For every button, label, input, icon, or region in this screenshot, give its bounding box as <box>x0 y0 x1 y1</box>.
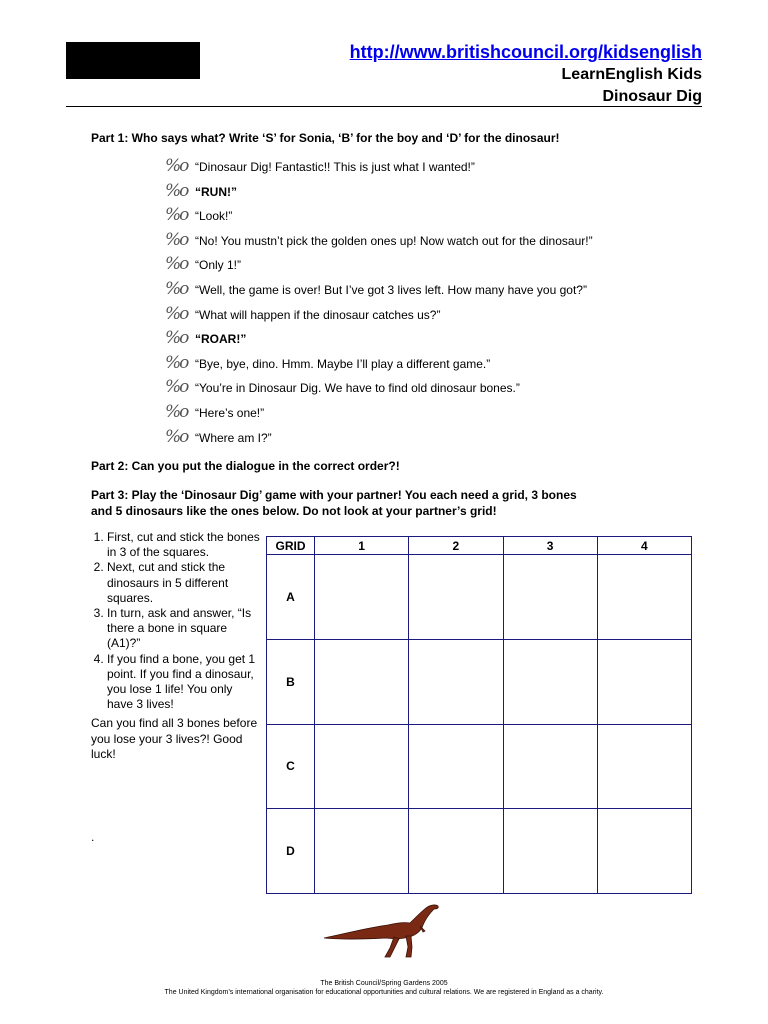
dialogue-text: “What will happen if the dinosaur catches us?” <box>195 307 441 322</box>
dialogue-text: “RUN!” <box>195 184 237 199</box>
answer-mark-icon: %o <box>165 426 188 447</box>
dialogue-text: “Dinosaur Dig! Fantastic!! This is just what I wanted!” <box>195 160 475 174</box>
dinosaur-illustration <box>322 900 446 960</box>
part1-instruction: Part 1: Who says what? Write ‘S’ for Sonia, ‘B’ for the boy and ‘D’ for the dinosaur! <box>91 131 560 145</box>
grid-cell[interactable] <box>315 724 409 809</box>
grid-cell[interactable] <box>503 555 597 640</box>
answer-mark-icon: %o <box>165 377 188 398</box>
grid-header-row <box>267 537 692 555</box>
closing-text: Can you find all 3 bones before you lose your 3 lives?! Good luck! <box>91 716 258 761</box>
site-url-link[interactable]: http://www.britishcouncil.org/kidsenglish <box>349 42 702 62</box>
part3-instruction-line2: and 5 dinosaurs like the ones below. Do not look at your partner’s grid! <box>91 504 497 518</box>
dialogue-text: “Here’s one!” <box>195 405 265 420</box>
part2-instruction: Part 2: Can you put the dialogue in the correct order?! <box>91 459 400 473</box>
grid-cell[interactable] <box>597 724 691 809</box>
answer-mark-icon: %o <box>165 205 188 226</box>
british-council-logo <box>66 42 200 79</box>
part3-instruction-line1: Part 3: Play the ‘Dinosaur Dig’ game with your partner! You each need a grid, 3 bones <box>91 488 577 502</box>
answer-mark-icon: %o <box>165 278 188 299</box>
grid-row <box>267 639 692 724</box>
grid-row <box>267 809 692 894</box>
grid-row-header: B <box>267 639 315 724</box>
footer-charity-statement: The United Kingdom’s international organisation for educational opportunities and cultural relations. We are registered in England as a charity. <box>164 989 604 996</box>
answer-mark-icon: %o <box>165 180 188 201</box>
dialogue-text: “You’re in Dinosaur Dig. We have to find old dinosaur bones.” <box>195 381 520 396</box>
grid-cell[interactable] <box>409 639 503 724</box>
answer-mark-icon: %o <box>165 401 188 422</box>
grid-corner-label: GRID <box>267 537 315 555</box>
header-divider <box>66 106 702 107</box>
answer-mark-icon: %o <box>165 328 188 349</box>
grid-cell[interactable] <box>409 724 503 809</box>
grid-cell[interactable] <box>503 809 597 894</box>
dialogue-text: “Look!” <box>195 209 233 224</box>
grid-row-header: C <box>267 724 315 809</box>
grid-cell[interactable] <box>597 555 691 640</box>
dialogue-text: “Only 1!” <box>195 258 242 273</box>
grid-cell[interactable] <box>315 639 409 724</box>
step-item: 2. Next, cut and stick the dinosaurs in 5 different squares. <box>107 560 261 606</box>
step-item: 3. In turn, ask and answer, “Is there a bone in square (A1)?” <box>107 606 261 652</box>
grid-row-header: A <box>267 555 315 640</box>
dialogue-text: “Well, the game is over! But I’ve got 3 lives left. How many have you got?” <box>195 282 587 297</box>
answer-mark-icon: %o <box>165 254 188 275</box>
worksheet-title: Dinosaur Dig <box>602 88 702 105</box>
grid-cell[interactable] <box>503 639 597 724</box>
dialogue-text: “No! You mustn’t pick the golden ones up! Now watch out for the dinosaur!” <box>195 233 593 248</box>
grid-cell[interactable] <box>597 809 691 894</box>
footer-copyright: The British Council/Spring Gardens 2005 <box>320 980 448 987</box>
grid-row-header: D <box>267 809 315 894</box>
grid-cell[interactable] <box>409 555 503 640</box>
grid-column-header: 1 <box>315 537 409 555</box>
step-item: 4. If you find a bone, you get 1 point. If you find a dinosaur, you lose 1 life! You only have 3 lives! <box>107 652 261 713</box>
dialogue-text: “ROAR!” <box>195 332 247 347</box>
step-item: 1. First, cut and stick the bones in 3 of the squares. <box>107 530 261 560</box>
grid-cell[interactable] <box>409 809 503 894</box>
answer-mark-icon: %o <box>165 303 188 324</box>
grid-column-header: 2 <box>409 537 503 555</box>
answer-mark-icon: %o <box>165 352 188 373</box>
grid-row <box>267 555 692 640</box>
grid-column-header: 3 <box>503 537 597 555</box>
dialogue-text: “Bye, bye, dino. Hmm. Maybe I’ll play a different game.” <box>195 356 491 371</box>
game-steps <box>91 530 261 762</box>
game-grid <box>266 536 692 894</box>
answer-mark-icon: %o <box>165 156 188 176</box>
dialogue-text: “Where am I?” <box>195 430 272 445</box>
answer-mark-icon: %o <box>165 229 188 250</box>
grid-cell[interactable] <box>315 809 409 894</box>
site-name: LearnEnglish Kids <box>561 66 702 83</box>
grid-cell[interactable] <box>315 555 409 640</box>
grid-row <box>267 724 692 809</box>
grid-cell[interactable] <box>503 724 597 809</box>
grid-column-header: 4 <box>597 537 691 555</box>
stray-dot: . <box>91 830 95 844</box>
grid-cell[interactable] <box>597 639 691 724</box>
